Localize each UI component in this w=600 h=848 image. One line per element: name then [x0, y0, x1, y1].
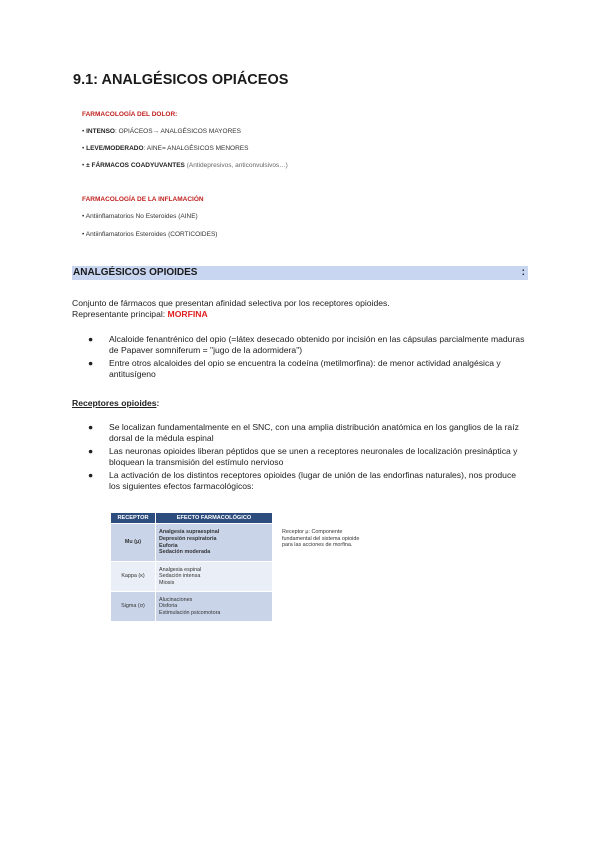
dolor-item: [82, 162, 288, 169]
receptores-colon: :: [156, 398, 160, 408]
list-item: [88, 470, 528, 492]
effect: Disforia: [159, 603, 178, 610]
dolor-item-rest: : AINE= ANALGÉSICOS MENORES: [143, 145, 249, 152]
table-header-receptor: RECEPTOR: [111, 513, 156, 524]
receptores-heading-line: [72, 398, 159, 408]
section-heading-bar: [72, 266, 528, 280]
list-item-text: Entre otros alcaloides del opio se encuentra la codeína (metilmorfina): de menor actividad analgésica y antitusígeno: [109, 358, 501, 379]
effect: Estimulación psicomotora: [159, 609, 221, 616]
effect: Analgesia espinal: [159, 566, 202, 573]
inflamacion-item-text: Antiinflamatorios Esteroides (CORTICOIDES): [85, 231, 218, 238]
inflamacion-item-text: Antiinflamatorios No Esteroides (AINE): [85, 213, 198, 220]
inflamacion-heading: FARMACOLOGÍA DE LA INFLAMACIÓN: [82, 196, 204, 203]
inflamacion-item: [82, 231, 217, 238]
intro-line: [72, 309, 532, 320]
effect: Alucinaciones: [159, 596, 193, 603]
effect: Analgesia supraespinal: [159, 529, 220, 536]
receptores-heading: Receptores opioides: [72, 398, 157, 408]
section-colon: :: [521, 267, 525, 278]
section-heading: ANALGÉSICOS OPIOIDES: [73, 267, 198, 278]
list-item-text: Alcaloide fenantrénico del opio (=látex desecado obtenido por incisión en las cápsulas parcialmente maduras de Papaver somniferum = "jugo de la adormidera"): [109, 334, 525, 355]
representante-value: MORFINA: [167, 309, 208, 319]
dolor-item-rest: (Antidepresivos, anticonvulsivos…): [184, 162, 288, 169]
bullet: •: [82, 128, 85, 135]
bullet: ●: [88, 470, 94, 480]
effect: Euforia: [159, 542, 178, 549]
bullet: •: [82, 145, 85, 152]
list-item: [88, 334, 528, 356]
bullet: ●: [88, 334, 94, 344]
dolor-item: [82, 145, 248, 152]
dolor-item: [82, 128, 241, 135]
effect: Miosis: [159, 579, 175, 586]
representante-label: Representante principal:: [72, 309, 168, 319]
dolor-heading: FARMACOLOGÍA DEL DOLOR:: [82, 111, 178, 118]
table-header-row: [111, 513, 273, 524]
receptor-note: Receptor μ: Componente fundamental del sistema opioide para las acciones de morfina.: [282, 529, 360, 548]
page-title: 9.1: ANALGÉSICOS OPIÁCEOS: [73, 72, 289, 88]
receptor-name: Mu (μ): [111, 524, 156, 562]
bullet: ●: [88, 358, 94, 368]
list-item: [88, 358, 528, 380]
effect: Sedación moderada: [159, 549, 211, 556]
receptor-name: Sigma (σ): [111, 592, 156, 622]
intro-line: Conjunto de fármacos que presentan afinidad selectiva por los receptores opioides.: [72, 298, 390, 308]
table-row: [111, 524, 273, 562]
table-row: [111, 562, 273, 592]
receptor-effects: [156, 562, 273, 592]
receptores-bullet-list: [88, 422, 528, 494]
intro-paragraph: [72, 298, 532, 320]
list-item-text: Se localizan fundamentalmente en el SNC, con una amplia distribución anatómica en los ganglios de la raíz dorsal de la médula espinal: [109, 422, 519, 443]
list-item-text: La activación de los distintos receptores opioides (lugar de unión de las endorfinas naturales), nos produce los siguientes efectos farmacológicos:: [109, 470, 517, 491]
bullet: ●: [88, 446, 94, 456]
bullet: •: [82, 162, 85, 169]
list-item: [88, 422, 528, 444]
list-item-text: Las neuronas opioides liberan péptidos que se unen a receptores neuronales de localización presináptica y bloquean la transmisión del estímulo nervioso: [109, 446, 518, 467]
bullet: •: [82, 213, 85, 220]
bullet: ●: [88, 422, 94, 432]
dolor-item-rest: : OPIÁCEOS→ ANALGÉSICOS MAYORES: [115, 128, 241, 135]
dolor-item-bold: ± FÁRMACOS COADYUVANTES: [86, 162, 185, 169]
receptor-table: [110, 512, 273, 622]
receptor-effects: [156, 524, 273, 562]
effect: Sedación intensa: [159, 573, 201, 580]
opio-bullet-list: [88, 334, 528, 382]
receptor-effects: [156, 592, 273, 622]
list-item: [88, 446, 528, 468]
bullet: •: [82, 231, 85, 238]
effect: Depresión respiratoria: [159, 535, 217, 542]
dolor-item-bold: INTENSO: [86, 128, 115, 135]
table-header-effect: EFECTO FARMACOLÓGICO: [156, 513, 273, 524]
inflamacion-item: [82, 213, 198, 220]
receptor-name: Kappa (κ): [111, 562, 156, 592]
dolor-item-bold: LEVE/MODERADO: [86, 145, 144, 152]
table-row: [111, 592, 273, 622]
